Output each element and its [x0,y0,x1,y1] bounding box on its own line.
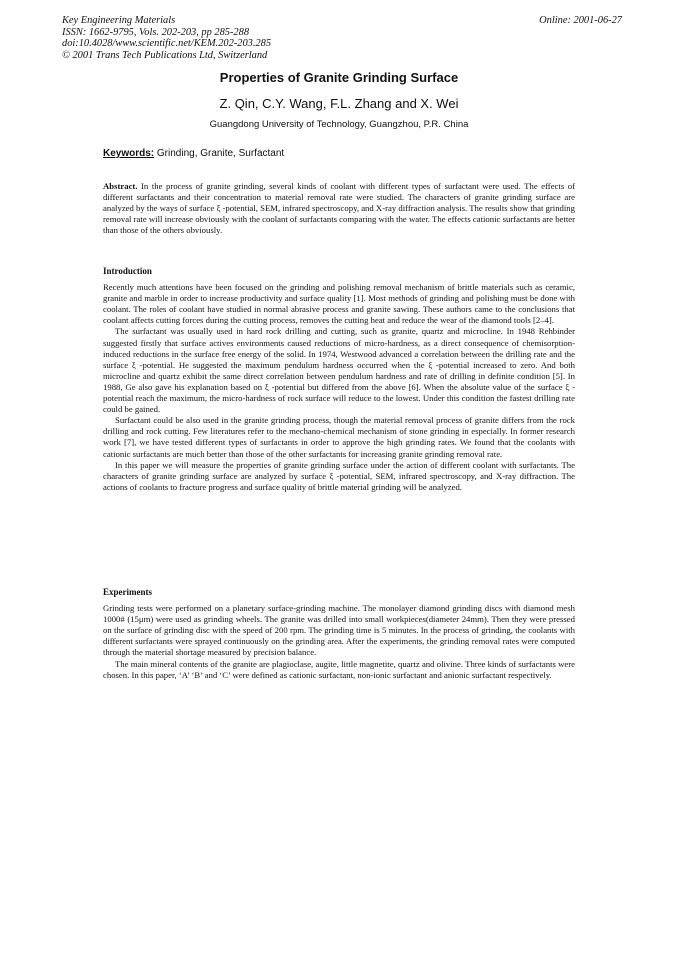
copyright-line: © 2001 Trans Tech Publications Ltd, Switzerland [62,49,268,61]
experiments-heading: Experiments [103,587,152,597]
abstract-paragraph [103,181,575,236]
abstract-section [103,181,575,236]
abstract-text: In the process of granite grinding, several kinds of coolant with different types of surfactant were used. The effects of different surfactants and their concentration to material removal rate were studied. The characters of granite grinding surface are analyzed by the ways of surface ξ -potential, SEM, infrared spectroscopy, and X-ray diffraction analysis. The results show that grinding removal rate will increase obviously with the coolant of surfactants comparing with the water. The effects cationic surfactants are better than those of the others obviously. [103,181,575,236]
exp-paragraph-1: Grinding tests were performed on a planetary surface-grinding machine. The monolayer diamond grinding discs with diamond mesh 1000# (15μm) were used as grinding wheels. The granite was drilled into small workpieces(diameter 24mm). Then they were pressed on the surface of grinding disc with the speed of 200 rpm. The grinding time is 5 minutes. In the process of grinding, the coolants with different surfactants were sprayed continuously on the grinding area. After the experiments, the grinding removal rates were computed through the material shortage measured by precision balance. [103,603,575,658]
journal-name: Key Engineering Materials [62,15,176,26]
introduction-heading: Introduction [103,266,152,276]
experiments-section [103,587,575,681]
issn-line: ISSN: 1662-9795, Vols. 202-203, pp 285-288 [62,26,250,38]
keywords-text: Grinding, Granite, Surfactant [154,148,285,159]
exp-paragraph-2: The main mineral contents of the granite are plagioclase, augite, little magnetite, quartz and olivine. Three kinds of surfactants were chosen. In this paper, ‘A’ ‘B’ and ‘C’ were defined as cationic surfactant, non-ionic surfactant and anionic surfactant respectively. [103,658,575,680]
intro-paragraph-2: The surfactant was usually used in hard rock drilling and cutting, such as granite, quartz and microcline. In 1948 Rehbinder suggested firstly that surface actives environments caused reductions of micro-hardness, as a direct consequence of chemisorption-induced reductions in the surface free energy of the solid. In 1974, Westwood advanced a correlation between the drilling rate and the surface ξ -potential. He suggested the maximum pendulum hardness occurred when the ξ -potential increased to zero. And both microcline and quartz exhibit the same direct correlation between pendulum hardness and rate of drilling in definite condition [5]. In 1988, Ge also gave his explanation based on ξ -potential but differed from the above [6]. When the absolute value of the surface ξ -potential reach the maximum, the micro-hardness of rock surface will reduce to the lowest. Under this condition the fastest drilling rate could be gained. [103,326,575,415]
keywords [103,148,284,159]
abstract-label: Abstract. [103,181,138,191]
affiliation: Guangdong University of Technology, Guangzhou, P.R. China [209,119,469,130]
journal-header [62,15,622,61]
keywords-label: Keywords: [103,148,155,159]
paper-title: Properties of Granite Grinding Surface [219,70,459,85]
intro-paragraph-4: In this paper we will measure the properties of granite grinding surface under the action of different coolant with surfactants. The characters of granite grinding surface are analyzed by surface ξ -potential, SEM, infrared spectroscopy, and X-ray diffraction. The actions of coolants to fracture progress and surface quality of brittle material grinding will be analyzed. [103,459,575,492]
introduction-section [103,266,575,493]
online-date: Online: 2001-06-27 [539,15,622,26]
intro-paragraph-1: Recently much attentions have been focused on the grinding and polishing removal mechanism of brittle materials such as ceramic, granite and marble in order to increase productivity and surface quality [1]. Most methods of grinding and polishing must be done with coolant. The roles of coolant have studied in normal abrasive process and granite sawing. These authors came to the conclusions that coolant affects cutting forces during the cutting process, removes the cutting heat and reduce the wear of the diamond tools [2–4]. [103,282,575,326]
intro-paragraph-3: Surfactant could be also used in the granite grinding process, though the material removal process of granite differs from the rock drilling and rock cutting. Few literatures refer to the mechano-chemical mechanism of stone grinding in especially. In former research work [7], we have tested different types of surfactants in order to approve the high grinding rates. We found that the coolants with cationic surfactants are much better than those of the other surfactants for increasing granite grinding removal rate. [103,415,575,459]
doi-line: doi:10.4028/www.scientific.net/KEM.202-203.285 [62,38,272,49]
author-list: Z. Qin, C.Y. Wang, F.L. Zhang and X. Wei [219,96,459,111]
